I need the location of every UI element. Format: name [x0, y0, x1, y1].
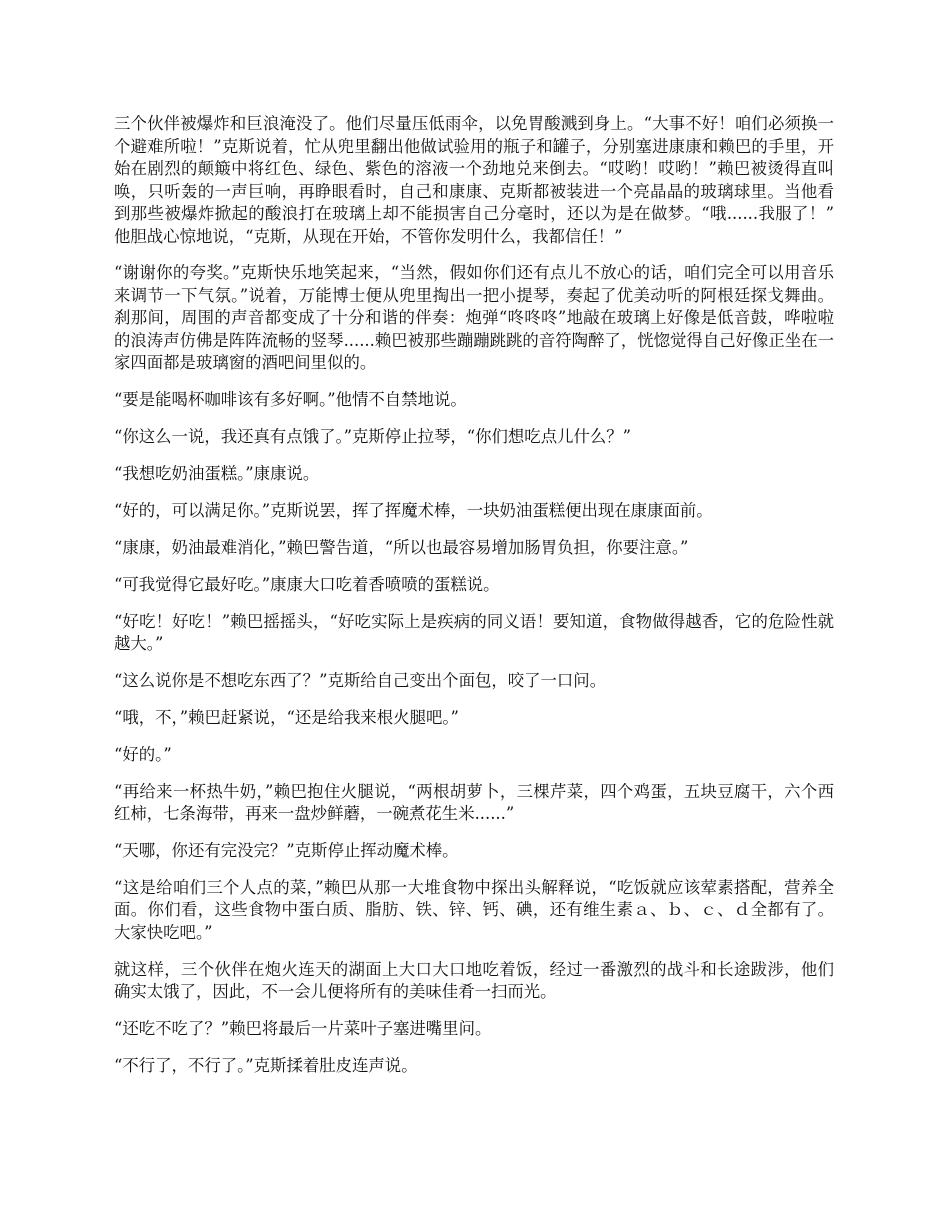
- paragraph: “这是给咱们三个人点的菜，”赖巴从那一大堆食物中探出头解释说，“吃饭就应该荤素搭配，营养全面。你们看，这些食物中蛋白质、脂肪、铁、锌、钙、碘，还有维生素ａ、ｂ、ｃ、ｄ全都有了。大家快吃吧。”: [114, 877, 834, 942]
- paragraph: “你这么一说，我还真有点饿了。”克斯停止拉琴，“你们想吃点儿什么？”: [114, 427, 632, 447]
- paragraph: “要是能喝杯咖啡该有多好啊。”他情不自禁地说。: [114, 390, 467, 410]
- paragraph: 就这样，三个伙伴在炮火连天的湖面上大口大口地吃着饭，经过一番激烈的战斗和长途跋涉，他们确实太饿了，因此，不一会儿便将所有的美味佳肴一扫而光。: [114, 959, 834, 1002]
- paragraph: “这么说你是不想吃东西了？”克斯给自己变出个面包，咬了一口问。: [114, 671, 607, 691]
- paragraph: “可我觉得它最好吃。”康康大口吃着香喷喷的蛋糕说。: [114, 574, 500, 594]
- paragraph: “还吃不吃了？”赖巴将最后一片菜叶子塞进嘴里问。: [114, 1019, 492, 1039]
- paragraph: “好的，可以满足你。”克斯说罢，挥了挥魔术棒，一块奶油蛋糕便出现在康康面前。: [114, 500, 713, 520]
- paragraph: “再给来一杯热牛奶，”赖巴抱住火腿说，“两根胡萝卜，三棵芹菜，四个鸡蛋，五块豆腐干，六个西红柿，七条海带，再来一盘炒鲜蘑，一碗煮花生米......”: [114, 781, 834, 824]
- document-body: [114, 113, 834, 1092]
- paragraph: “谢谢你的夸奖。”克斯快乐地笑起来，“当然，假如你们还有点儿不放心的话，咱们完全可以用音乐来调节一下气氛。”说着，万能博士便从兜里掏出一把小提琴，奏起了优美动听的阿根廷探戈舞曲。刹那间，周围的声音都变成了十分和谐的伴奏：炮弹“咚咚咚”地敲在玻璃上好像是低音鼓，哗啦啦的浪涛声仿佛是阵阵流畅的竖琴......赖巴被那些蹦蹦跳跳的音符陶醉了，恍惚觉得自己好像正坐在一家四面都是玻璃窗的酒吧间里似的。: [114, 263, 834, 373]
- paragraph: “好吃！好吃！”赖巴摇摇头，“好吃实际上是疾病的同义语！要知道，食物做得越香，它的危险性就越大。”: [114, 611, 834, 654]
- paragraph: “不行了，不行了。”克斯揉着肚皮连声说。: [114, 1056, 418, 1076]
- paragraph: “哦，不，”赖巴赶紧说，“还是给我来根火腿吧。”: [114, 707, 459, 727]
- paragraph: 三个伙伴被爆炸和巨浪淹没了。他们尽量压低雨伞，以免胃酸溅到身上。“大事不好！咱们必须换一个避难所啦！”克斯说着，忙从兜里翻出他做试验用的瓶子和罐子，分别塞进康康和赖巴的手里，开始在剧烈的颠簸中将红色、绿色、紫色的溶液一个劲地兑来倒去。“哎哟！哎哟！”赖巴被烫得直叫唤，只听轰的一声巨响，再睁眼看时，自己和康康、克斯都被装进一个亮晶晶的玻璃球里。当他看到那些被爆炸掀起的酸浪打在玻璃上却不能损害自己分毫时，还以为是在做梦。“哦......我服了！”他胆战心惊地说，“克斯，从现在开始，不管你发明什么，我都信任！”: [114, 114, 834, 246]
- paragraph: “康康，奶油最难消化，”赖巴警告道，“所以也最容易增加肠胃负担，你要注意。”: [114, 537, 689, 557]
- paragraph: “好的。”: [114, 744, 172, 764]
- paragraph: “我想吃奶油蛋糕。”康康说。: [114, 464, 320, 484]
- paragraph: “天哪，你还有完没完？”克斯停止挥动魔术棒。: [114, 841, 459, 861]
